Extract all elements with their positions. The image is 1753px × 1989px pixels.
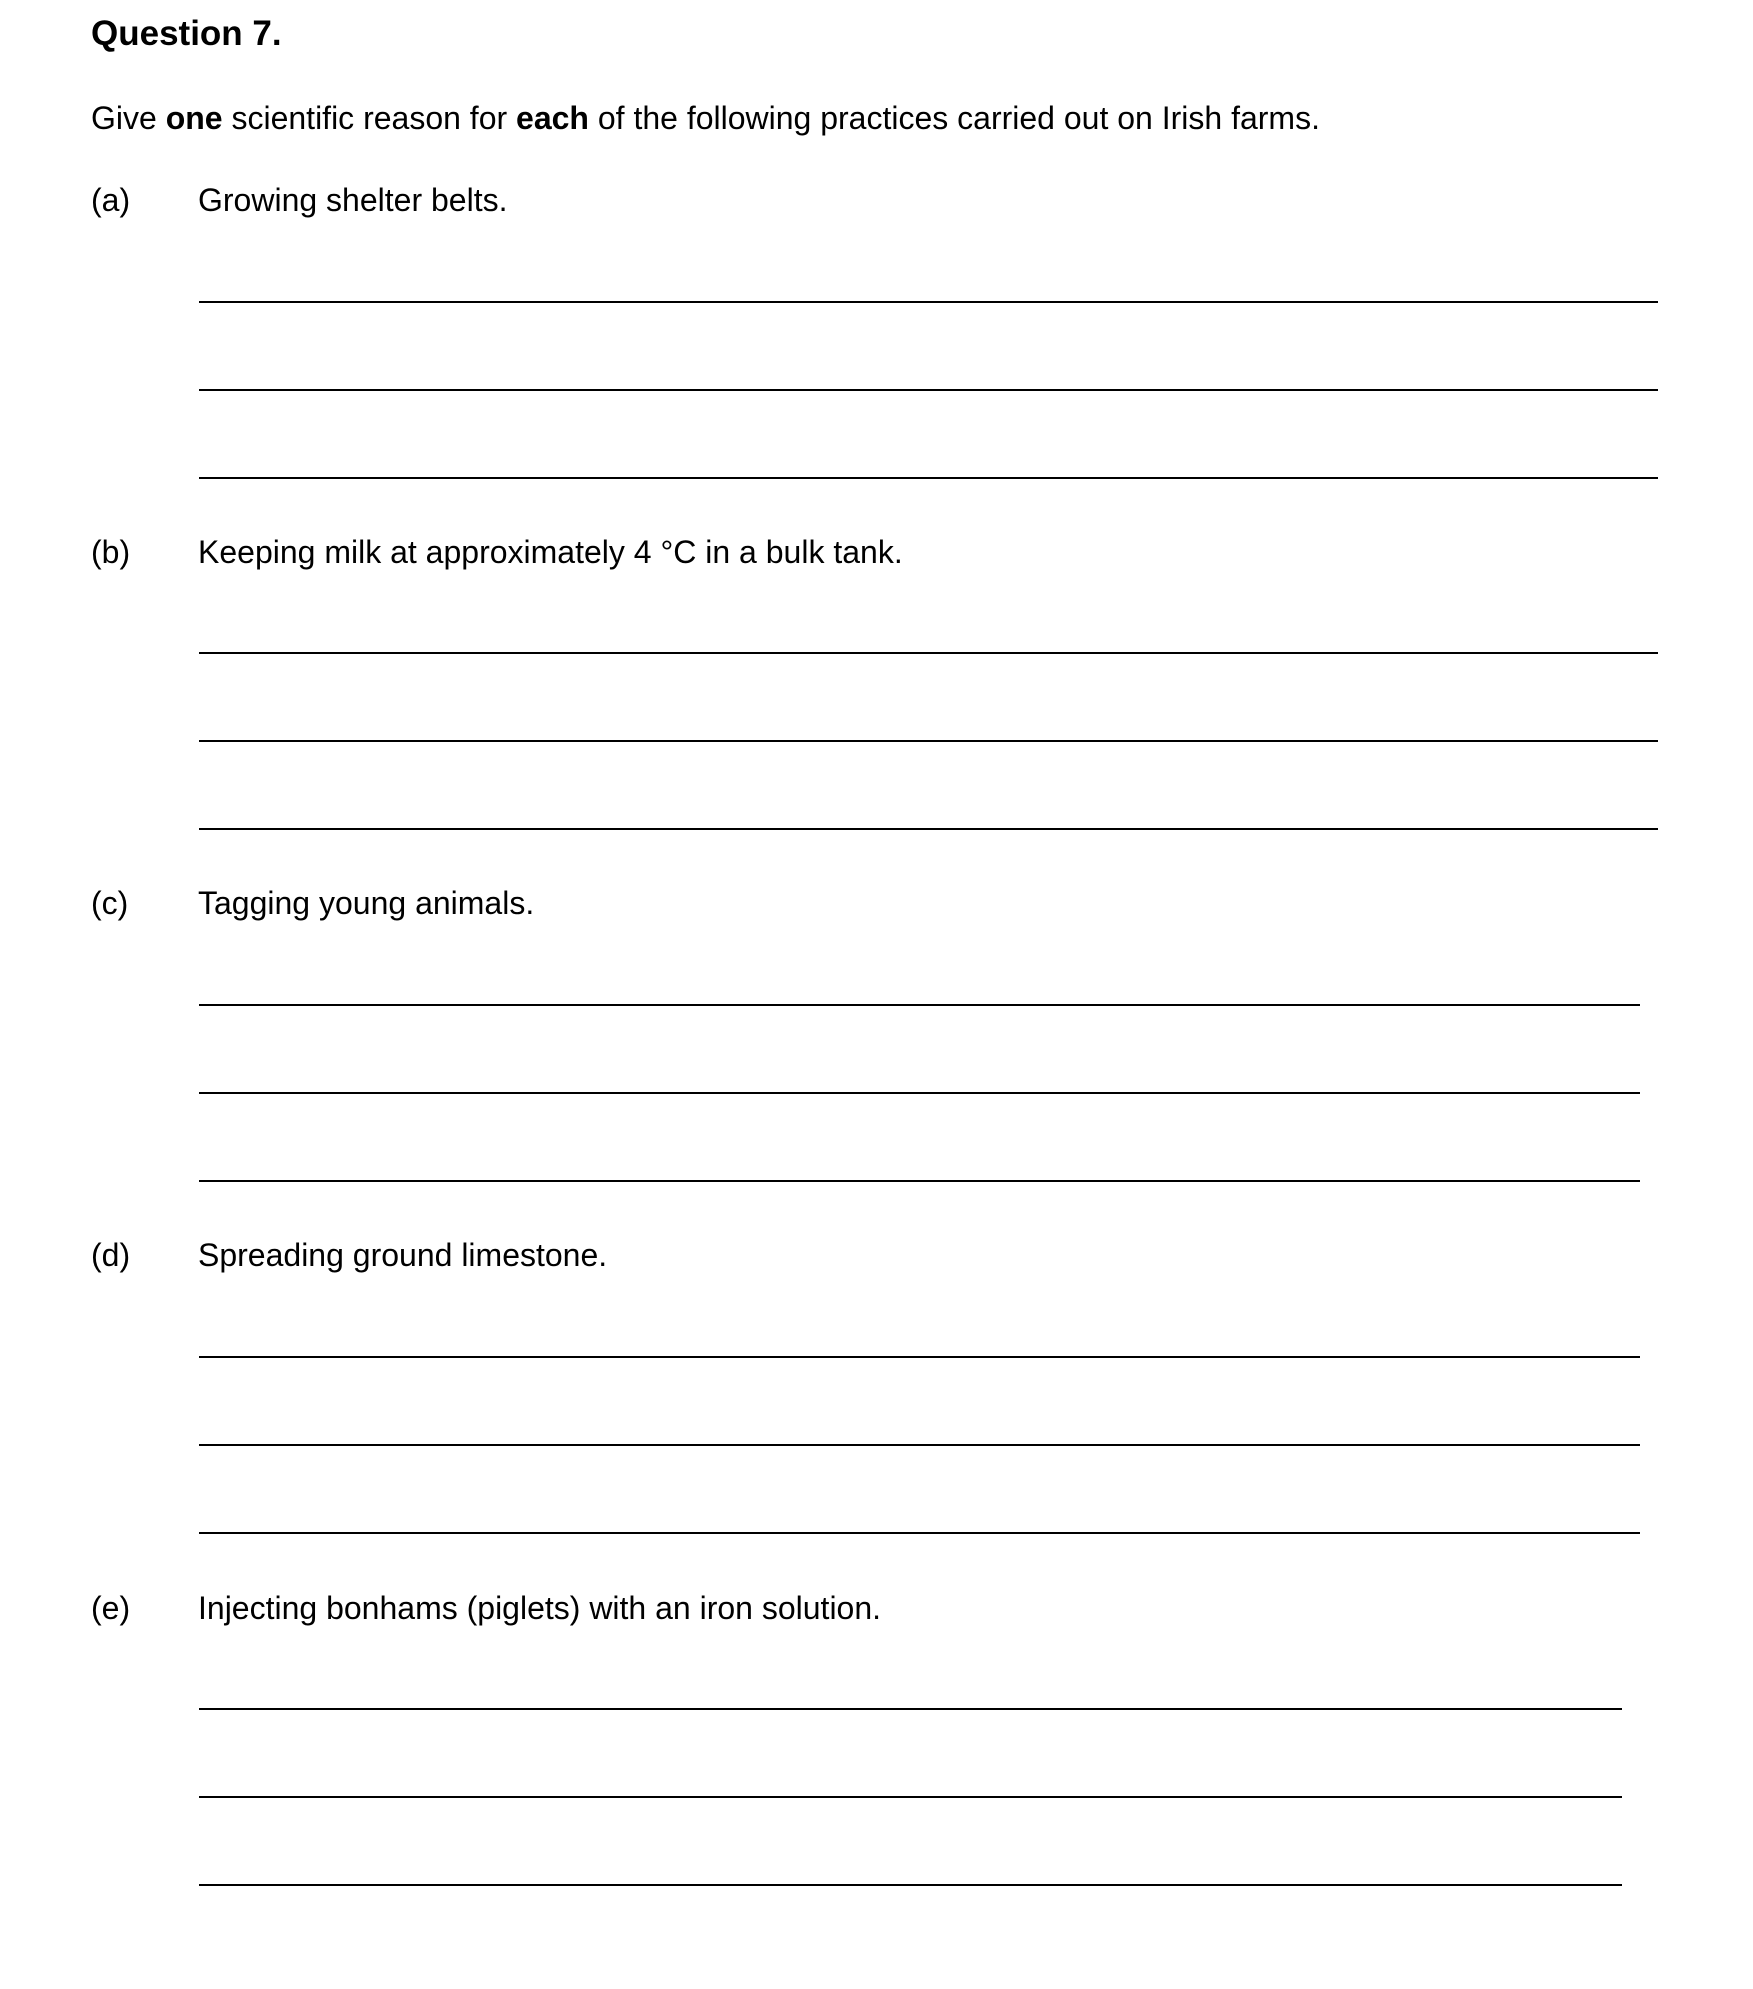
part-c-label: (c): [91, 885, 129, 921]
answer-line-a-1[interactable]: [199, 301, 1658, 303]
part-a-text: Growing shelter belts.: [198, 182, 508, 218]
answer-line-e-3[interactable]: [199, 1884, 1622, 1886]
answer-line-c-2[interactable]: [199, 1092, 1640, 1094]
answer-line-a-3[interactable]: [199, 477, 1658, 479]
part-b-label: (b): [91, 534, 131, 570]
part-a-label: (a): [91, 182, 131, 218]
answer-line-e-2[interactable]: [199, 1796, 1622, 1798]
answer-line-c-1[interactable]: [199, 1004, 1640, 1006]
answer-line-d-2[interactable]: [199, 1444, 1640, 1446]
answer-line-b-2[interactable]: [199, 740, 1658, 742]
instruction: [91, 96, 1320, 140]
instruction-bold-each: each: [516, 100, 589, 136]
instruction-part-1: Give: [91, 100, 166, 136]
question-title: Question 7.: [91, 14, 282, 53]
answer-line-d-1[interactable]: [199, 1356, 1640, 1358]
answer-line-b-1[interactable]: [199, 652, 1658, 654]
instruction-part-2: scientific reason for: [222, 100, 517, 136]
part-c-text: Tagging young animals.: [198, 885, 535, 921]
part-d-text: Spreading ground limestone.: [198, 1237, 608, 1273]
answer-line-a-2[interactable]: [199, 389, 1658, 391]
instruction-part-3: of the following practices carried out on Irish farms.: [588, 100, 1320, 136]
part-e-label: (e): [91, 1590, 131, 1626]
answer-line-c-3[interactable]: [199, 1180, 1640, 1182]
answer-line-b-3[interactable]: [199, 828, 1658, 830]
part-d-label: (d): [91, 1237, 131, 1273]
part-e-text: Injecting bonhams (piglets) with an iron solution.: [198, 1590, 882, 1626]
part-b-text: Keeping milk at approximately 4 °C in a bulk tank.: [198, 534, 903, 570]
answer-line-e-1[interactable]: [199, 1708, 1622, 1710]
answer-line-d-3[interactable]: [199, 1532, 1640, 1534]
instruction-bold-one: one: [165, 100, 223, 136]
